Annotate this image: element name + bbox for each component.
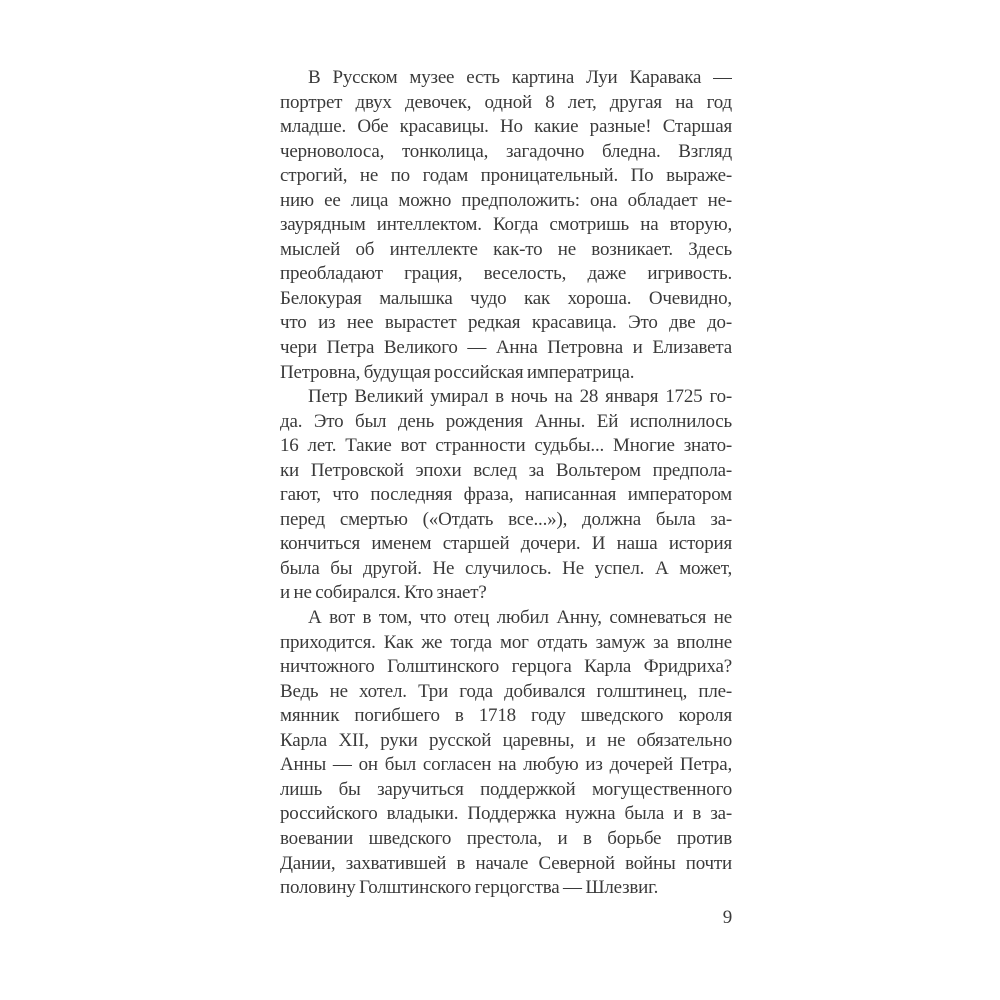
text-line: чери Петра Великого — Анна Петровна и Елизавета xyxy=(280,337,732,359)
text-line: гают, что последняя фраза, написанная императором xyxy=(280,484,732,506)
text-line: российского владыки. Поддержка нужна была и в за- xyxy=(280,803,732,825)
text-line: половину Голштинского герцогства — Шлезвиг. xyxy=(280,877,659,899)
text-line: В Русском музее есть картина Луи Каравака — xyxy=(308,67,732,88)
text-line: приходится. Как же тогда мог отдать замуж за вполне xyxy=(280,631,732,653)
text-line: воевании шведского престола, и в борьбе против xyxy=(280,827,732,849)
text-line: что из нее вырастет редкая красавица. Это две до- xyxy=(280,312,732,334)
text-line: мыслей об интеллекте как-то не возникает. Здесь xyxy=(280,238,732,260)
text-line: черноволоса, тонколица, загадочно бледна. Взгляд xyxy=(280,140,732,162)
text-line: кончиться именем старшей дочери. И наша история xyxy=(280,533,732,555)
text-block xyxy=(280,66,732,930)
text-line: преобладают грация, веселость, даже игривость. xyxy=(280,263,732,285)
text-line: Петровна, будущая российская императрица. xyxy=(280,361,635,383)
text-line: ничтожного Голштинского герцога Карла Фридриха? xyxy=(280,656,732,678)
text-line: лишь бы заручиться поддержкой могущественного xyxy=(280,778,732,800)
text-line: мянник погибшего в 1718 году шведского короля xyxy=(280,705,732,727)
text-line: Карла XII, руки русской царевны, и не обязательно xyxy=(280,729,732,751)
text-line: Белокурая малышка чудо как хороша. Очевидно, xyxy=(280,287,732,309)
text-line: заурядным интеллектом. Когда смотришь на вторую, xyxy=(280,214,732,236)
text-line: строгий, не по годам проницательный. По выраже- xyxy=(280,165,732,187)
text-line: портрет двух девочек, одной 8 лет, другая на год xyxy=(280,91,732,113)
text-line: Петр Великий умирал в ночь на 28 января 1725 го- xyxy=(308,386,732,408)
text-line: 16 лет. Такие вот странности судьбы... Многие знато- xyxy=(280,435,732,457)
text-line: А вот в том, что отец любил Анну, сомневаться не xyxy=(308,607,732,629)
text-line: Ведь не хотел. Три года добивался голштинец, пле- xyxy=(280,680,732,702)
text-line: да. Это был день рождения Анны. Ей исполнилось xyxy=(280,410,732,432)
text-line: Анны — он был согласен на любую из дочерей Петра, xyxy=(280,754,732,776)
text-line: ки Петровской эпохи вслед за Вольтером предпола- xyxy=(280,459,732,481)
text-line: перед смертью («Отдать все...»), должна была за- xyxy=(280,508,732,530)
text-line: Дании, захватившей в начале Северной войны почти xyxy=(280,852,732,874)
page-number: 9 xyxy=(722,906,732,928)
text-line: младше. Обе красавицы. Но какие разные! Старшая xyxy=(280,116,732,138)
text-line: и не собирался. Кто знает? xyxy=(280,582,487,604)
text-line: была бы другой. Не случилось. Не успел. А может, xyxy=(280,557,732,579)
text-line: нию ее лица можно предположить: она обладает не- xyxy=(280,189,732,211)
